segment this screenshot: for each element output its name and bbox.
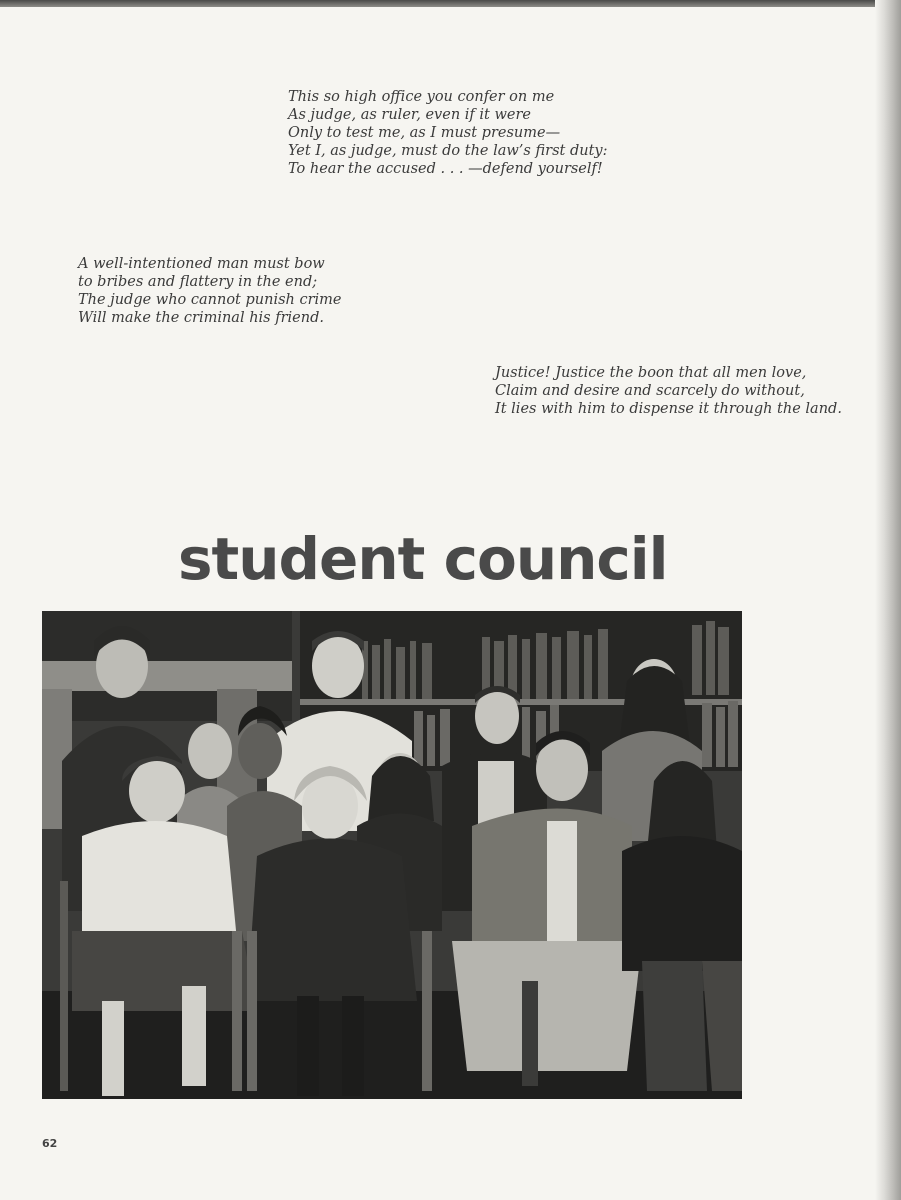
poem-line: To hear the accused . . . —defend yourself! — [288, 161, 603, 177]
poem-justice — [495, 364, 842, 418]
poem-line: Only to test me, as I must presume— — [288, 125, 561, 141]
poem-line: A well-intentioned man must bow — [78, 256, 325, 272]
poem-line: to bribes and flattery in the end; — [78, 274, 318, 290]
poem-judge-office — [288, 88, 607, 178]
poem-line: The judge who cannot punish crime — [78, 292, 342, 308]
poem-line: Claim and desire and scarcely do without, — [495, 383, 805, 399]
poem-line: Will make the criminal his friend. — [78, 310, 324, 326]
section-title: student council — [178, 525, 668, 593]
page-top-edge — [0, 0, 901, 7]
poem-line: This so high office you confer on me — [288, 89, 555, 105]
page-binding-shadow — [875, 0, 901, 1200]
page-number: 62 — [42, 1137, 58, 1150]
poem-line: Yet I, as judge, must do the law’s first duty: — [288, 143, 608, 159]
poem-line: As judge, as ruler, even if it were — [288, 107, 531, 123]
poem-line: Justice! Justice the boon that all men love, — [495, 365, 807, 381]
group-photo — [42, 611, 742, 1099]
poem-well-intentioned-man — [78, 255, 342, 327]
poem-line: It lies with him to dispense it through the land. — [495, 401, 842, 417]
